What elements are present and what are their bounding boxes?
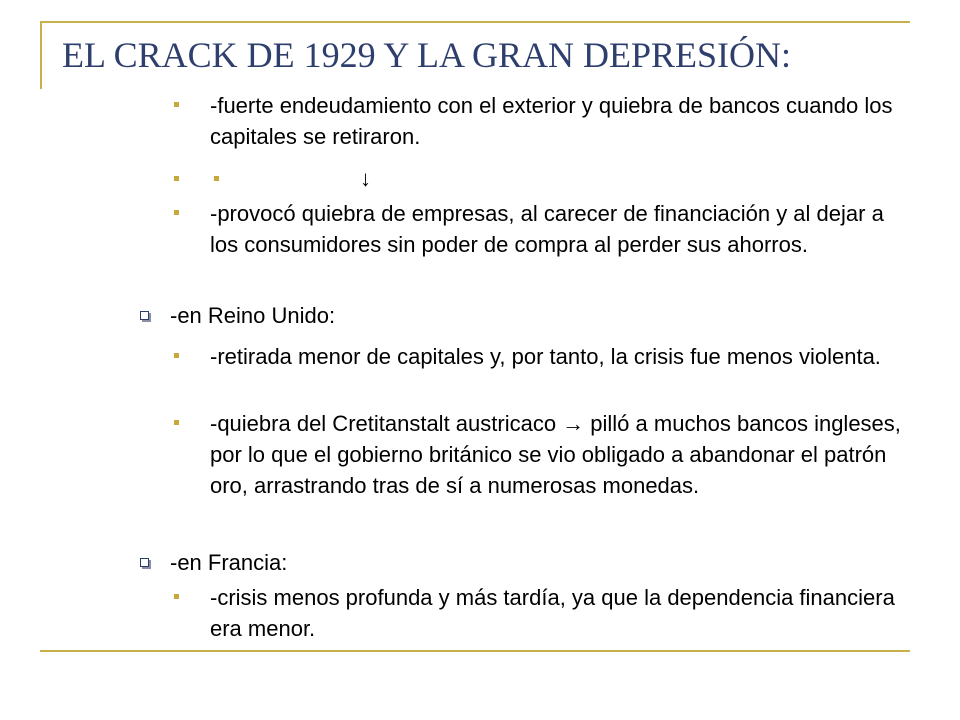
section-reino-unido [170, 300, 910, 331]
square-bullet-icon [174, 594, 179, 599]
bullet-cretitanstalt [210, 408, 910, 501]
hollow-square-bullet-icon [140, 558, 149, 567]
left-rule [40, 21, 42, 89]
top-rule [40, 21, 910, 23]
square-bullet-icon [214, 176, 219, 181]
bullet-arrow-text [360, 163, 371, 194]
square-bullet-icon [174, 420, 179, 425]
bullet-text: -provocó quiebra de empresas, al carecer de financiación y al dejar a los consumidores sin poder de compra al perder sus ahorros. [210, 201, 884, 257]
section-heading: -en Reino Unido: [170, 303, 336, 328]
square-bullet-icon [174, 102, 179, 107]
bullet-quiebra-empresas [210, 198, 910, 260]
slide-title: EL CRACK DE 1929 Y LA GRAN DEPRESIÓN: [62, 35, 792, 75]
hollow-square-bullet-icon [140, 311, 149, 320]
bullet-retirada-menor [210, 341, 910, 372]
bullet-text: -retirada menor de capitales y, por tanto, la crisis fue menos violenta. [210, 344, 881, 369]
down-arrow-icon: ↓ [360, 166, 371, 191]
bullet-text: -crisis menos profunda y más tardía, ya que la dependencia financiera era menor. [210, 585, 895, 641]
bullet-text: -fuerte endeudamiento con el exterior y quiebra de bancos cuando los capitales se retiraron. [210, 93, 893, 149]
section-heading: -en Francia: [170, 550, 288, 575]
bullet-endeudamiento [210, 90, 910, 152]
square-bullet-icon [174, 176, 179, 181]
square-bullet-icon [174, 353, 179, 358]
bullet-francia-crisis [210, 582, 910, 644]
section-francia [170, 547, 910, 578]
bullet-text: -quiebra del Cretitanstalt austricaco → pilló a muchos bancos ingleses, por lo que el gobierno británico se vio obligado a abandonar el patrón oro, arrastrando tras de sí a numerosas monedas. [210, 411, 901, 498]
bottom-rule [40, 650, 910, 652]
square-bullet-icon [174, 210, 179, 215]
